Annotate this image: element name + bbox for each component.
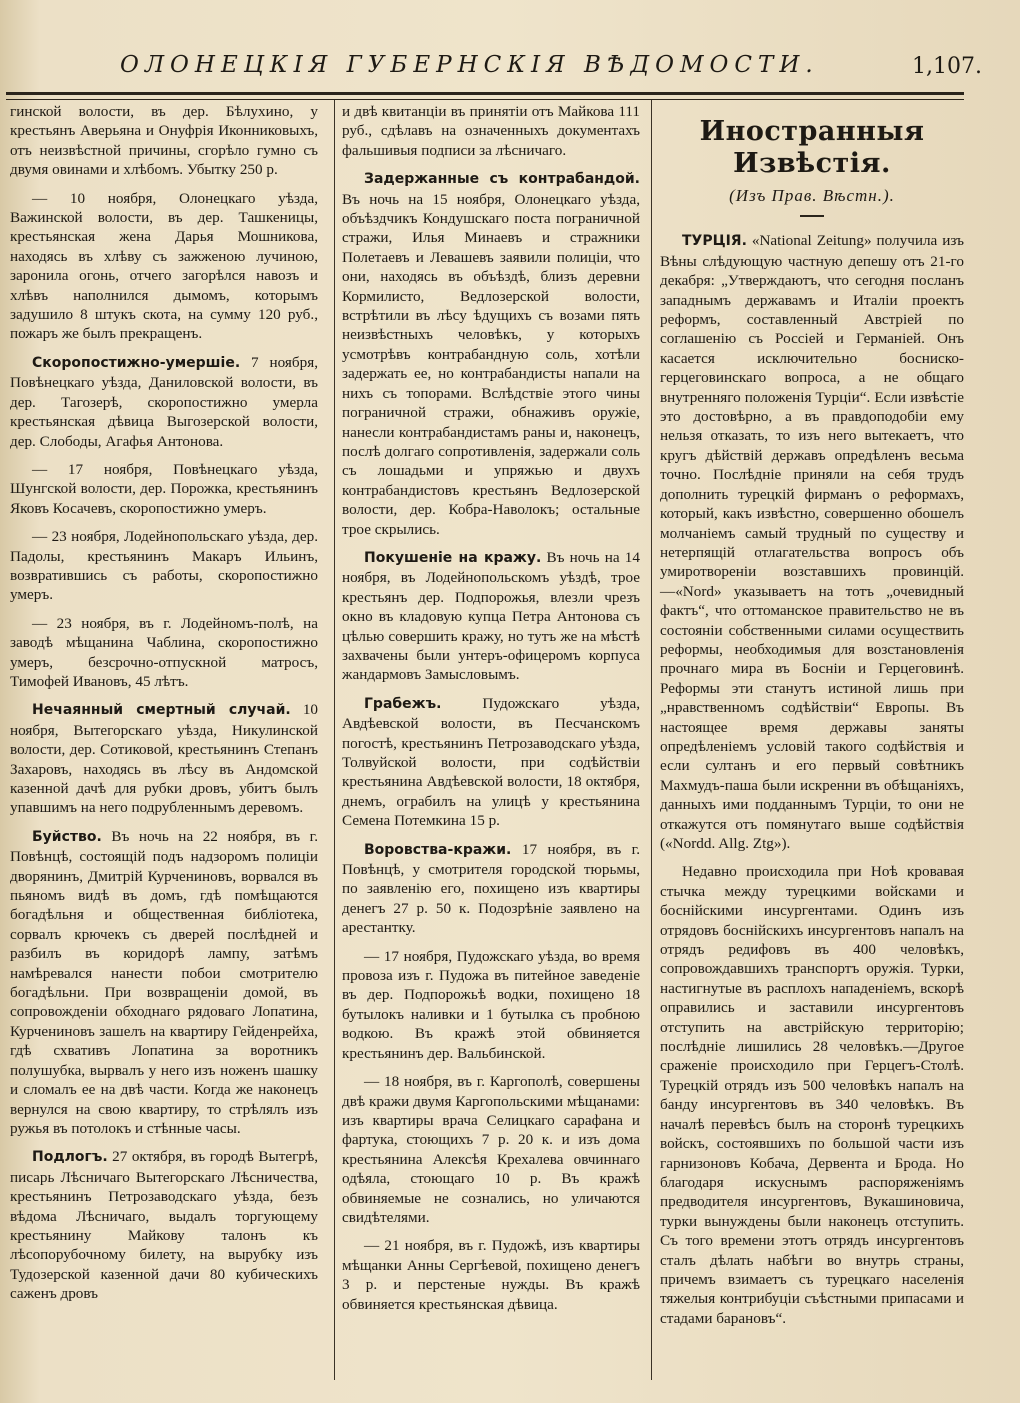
article-heading: Воровства-кражи. bbox=[364, 841, 512, 858]
article-heading: ТУРЦІЯ. bbox=[682, 233, 747, 250]
article-paragraph bbox=[342, 694, 640, 831]
article-text: 7 ноября, Повѣнецкаго уѣзда, Даниловской волости, въ дер. Тагозерѣ, скоропостижно умерла крестьянская дѣвица Выгозерской волости, дер. Слободы, Агафья Антонова. bbox=[10, 353, 318, 450]
article-heading: Скоропостижно-умершіе. bbox=[32, 354, 241, 371]
column-right bbox=[660, 102, 964, 1337]
newspaper-title: ОЛОНЕЦКІЯ ГУБЕРНСКІЯ ВѢДОМОСТИ. bbox=[120, 52, 819, 78]
page-number: 1,107. bbox=[912, 54, 982, 79]
article-paragraph bbox=[660, 231, 964, 853]
article-paragraph: — 17 ноября, Повѣнецкаго уѣзда, Шунгской волости, дер. Порожка, крестьянинъ Яковъ Косачевъ, скоропостижно умеръ. bbox=[10, 460, 318, 517]
column-divider bbox=[651, 100, 652, 1380]
article-paragraph: Недавно происходила при Ноѣ кровавая стычка между турецкими войсками и боснійскими инсургентами. Одинъ изъ отрядовъ боснійскихъ инсургентовъ напалъ на отрядъ редифовъ въ 400 человѣкъ, сопровождавшихъ транспортъ оружія. Турки, настигнутые въ расплохъ нападеніемъ, вскорѣ оправились и заставили инсургентовъ отступить на австрійскую территорію; послѣдніе лишились 28 человѣкъ.—Другое сраженіе происходило при Герцегъ-Столѣ. Турецкій отрядъ изъ 500 человѣкъ напалъ на банду инсургентовъ въ 340 человѣкъ. Въ началѣ перевѣсъ былъ на сторонѣ турецкихъ войскъ, состоявшихъ по большой части изъ гарнизоновъ Кобача, Дервента и Брода. Но благодаря искуснымъ распоряженіямъ предводителя инсургентовъ, Вукашиновича, турки вынуждены были наконецъ отступить. Съ того времени этотъ отрядъ инсургентовъ сталъ дѣлать набѣги во внутрь страны, причемъ взимаетъ съ турецкаго населенія тяжелыя контрибуціи съѣстными припасами и стадами барановъ“. bbox=[660, 863, 964, 1327]
article-paragraph: — 23 ноября, Лодейнопольскаго уѣзда, дер. Падолы, крестьянинъ Макаръ Ильинъ, возвратившись съ работы, скоропостижно умеръ. bbox=[10, 528, 318, 604]
column-middle bbox=[342, 102, 640, 1323]
article-heading: Задержанные съ контрабандой. bbox=[364, 171, 640, 188]
article-paragraph: — 17 ноября, Пудожскаго уѣзда, во время провоза изъ г. Пудожа въ питейное заведеніе въ дер. Подпорожьѣ водки, похищено 18 бутылокъ наливки и 1 бутылка съ пробною водкою. Въ кражѣ этой обвиняется крестьянинъ дер. Вальбинской. bbox=[342, 947, 640, 1062]
article-text: 27 октября, въ городѣ Вытегрѣ, писарь Лѣсничаго Вытегорскаго Лѣсничества, крестьянинъ Петрозаводскаго уѣзда, безъ вѣдома Лѣсничаго, выдалъ торгующему крестьянину Майкову талонъ къ лѣсопорубочному билету, на вырубку изъ Тудозерской казенной дачи 80 кубическихъ саженъ дровъ bbox=[10, 1148, 318, 1303]
article-paragraph bbox=[10, 353, 318, 451]
article-heading: Грабежъ. bbox=[364, 695, 442, 712]
section-divider bbox=[800, 215, 824, 217]
article-paragraph: и двѣ квитанціи въ принятіи отъ Майкова 111 руб., сдѣлавъ на означенныхъ документахъ фальшивыя подписи за лѣсничаго. bbox=[342, 103, 640, 159]
article-heading: Нечаянный смертный случай. bbox=[32, 702, 291, 719]
section-source: (Изъ Прав. Вѣстн.). bbox=[729, 186, 895, 205]
article-paragraph: — 21 ноября, въ г. Пудожѣ, изъ квартиры мѣщанки Анны Сергѣевой, похищено денегъ 3 р. и перстеные нужды. Въ кражѣ обвиняется крестьянская дѣвица. bbox=[342, 1237, 640, 1313]
article-paragraph bbox=[342, 548, 640, 685]
article-text: Въ ночь на 14 ноября, въ Лодейнопольскомъ уѣздѣ, трое крестьянъ дер. Подпорожья, влезли чрезъ окно въ кладовую купца Петра Антонова съ цѣлью совершить кражу, но тутъ же на мѣстѣ захвачены были унтеръ-офицеромъ корпуса жандармовъ Замысловымъ. bbox=[342, 548, 640, 684]
column-divider bbox=[334, 100, 335, 1380]
article-heading: Буйство. bbox=[32, 828, 102, 845]
article-heading: Подлогъ. bbox=[32, 1149, 108, 1166]
section-title: Иностранныя Извѣстія. bbox=[699, 116, 925, 179]
article-paragraph bbox=[10, 827, 318, 1139]
article-text: 10 ноября, Вытегорскаго уѣзда, Никулинской волости, дер. Сотиковой, крестьянинъ Степанъ Захаровъ, находясь въ лѣсу въ Андомской казенной дачѣ для рубки дровъ, убитъ былъ упавшимъ на него подрубленнымъ деревомъ. bbox=[10, 701, 318, 817]
article-text: Въ ночь на 15 ноября, Олонецкаго уѣзда, объѣздчикъ Кондушскаго поста пограничной стражи, Илья Минаевъ и стражники Полетаевъ и Левашевъ заявили полиціи, что они, находясь въ объѣздѣ, близъ деревни Кормилисто, Ведлозерской волости, встрѣтили въ лѣсу ѣдущихъ съ возами пять неизвѣстныхъ человѣкъ, у которыхъ усмотрѣвъ контрабандную соль, хотѣли задержать ее, но контрабандисты напали на нихъ съ топорами. Вслѣдствіе этого чины пограничной стражи, обнаживъ оружіе, нанесли контрабандистамъ раны и, наконецъ, послѣ долгаго сопротивленія, задержали соль съ лошадьми и упряжью и двухъ контрабандистовъ крестьянъ Ведлозерской волости, дер. Кобра-Наволокъ; остальные трое скрылись. bbox=[342, 190, 640, 538]
header-rule bbox=[6, 92, 964, 100]
article-paragraph: — 18 ноября, въ г. Каргополѣ, совершены двѣ кражи двумя Каргопольскими мѣщанами: изъ квартиры врача Селицкаго сарафана и фартука, стоющихъ 7 р. 20 к. и изъ дома крестьянина Алексѣя Крехалева овчиннаго одѣяла, стоющаго 10 р. Въ кражѣ обвиняемые не сознались, но уличаются свидѣтелями. bbox=[342, 1073, 640, 1226]
column-left bbox=[10, 102, 318, 1313]
article-paragraph: — 10 ноября, Олонецкаго уѣзда, Важинской волости, въ дер. Ташкеницы, крестьянская жена Дарья Мошникова, находясь въ хлѣву съ зажженою лучиною, заронила огонь, отчего загорѣлся навозъ и хлѣвъ наполнился дымомъ, которымъ задушило 8 штукъ скота, на сумму 120 руб., пожаръ же былъ прекращенъ. bbox=[10, 189, 318, 343]
article-paragraph: — 23 ноября, въ г. Лодейномъ-полѣ, на заводѣ мѣщанина Чаблина, скоропостижно умеръ, безсрочно-отпускной матросъ, Тимофей Ивановъ, 45 лѣтъ. bbox=[10, 614, 318, 690]
article-text: Пудожскаго уѣзда, Авдѣевской волости, въ Песчанскомъ погостѣ, крестьянинъ Петрозаводскаго уѣзда, Толвуйской волости, при содѣйствіи крестьянина Авдѣевской волости, 18 октября, днемъ, ограбилъ на улицѣ у крестьянина Семена Потемкина 15 р. bbox=[342, 694, 640, 830]
article-paragraph bbox=[10, 700, 318, 817]
article-paragraph bbox=[342, 169, 640, 539]
article-text: 17 ноября, въ г. Повѣнцѣ, у смотрителя городской тюрьмы, по заявленію его, похищено изъ квартиры денегъ 27 р. 50 к. Подозрѣніе заявлено на арестантку. bbox=[342, 840, 640, 937]
article-text: «National Zeitung» получила изъ Вѣны слѣдующую частную депешу отъ 21-го декабря: „Утверждаютъ, что сегодня посланъ западнымъ державамъ и Италіи проектъ реформъ, составленный Австріей по соглашенію съ Россіей и Германіей. Онъ касается исключительно босниско-герцеговинскаго вопроса, а не общаго внутренняго положенія Турціи“. Если извѣстіе это достовѣрно, а въ правдоподобіи ему нельзя отказать, то изъ него вытекаетъ, что кругъ дѣйствій державъ опредѣленъ весьма точно. Послѣдніе приняли на себя трудъ дополнить турецкій фирманъ о реформахъ, который, какъ извѣстно, совершенно обошелъ молчаніемъ самый трудный по существу и нетерпящій отлагательства вопросъ объ умиротвореніи возставшихъ провинцій.—«Nord» указываетъ на тотъ „очевидный фактъ“, что оттоманское правительство не въ состояніи собственными силами осуществить реформы, необходимыя для возстановленія прочнаго мира въ Босніи и Герцеговинѣ. Реформы эти станутъ истиной лишь при „нравственномъ содѣйствіи“ Европы. Въ настоящее время державы заняты опредѣленіемъ условій такого содѣйствія и если султанъ и его первый совѣтникъ Махмудъ-паша были искренни въ обѣщаніяхъ, данныхъ ими подданнымъ Турціи, то они не откажутся отъ помянутаго выше содѣйствія («Nordd. Allg. Ztg»). bbox=[660, 232, 964, 852]
article-paragraph bbox=[342, 840, 640, 938]
page-header bbox=[0, 48, 1020, 88]
article-paragraph bbox=[10, 1147, 318, 1303]
article-paragraph: гинской волости, въ дер. Бѣлухино, у крестьянъ Аверьяна и Онуфрія Иконниковыхъ, отъ неизвѣстной причины, сгорѣло гумно съ двумя овинами и хлѣбомъ. Убытку 250 р. bbox=[10, 103, 318, 179]
article-text: Въ ночь на 22 ноября, въ г. Повѣнцѣ, состоящій подъ надзоромъ полиціи дворянинъ, Дмитрій Курчениновъ, ворвался въ пьяномъ видѣ въ домъ, гдѣ помѣщаются богадѣльня и общественная библіотека, сорвалъ крючекъ съ дверей послѣдней и разбилъ въ коридорѣ лампу, затѣмъ намѣревался нанести побои смотрителю богадѣльни. При возвращеніи домой, въ сопровожденіи обходнаго рядоваго Лопатина, Курчениновъ зашелъ на квартиру Гейденрейха, гдѣ схвативъ Лопатина за воротникъ полушубка, вырвалъ у него изъ ноженъ шашку и сломалъ ее на двѣ части. Когда же наконецъ вернулся на свою квартиру, то стрѣлялъ изъ ружья въ потолокъ и стѣнные часы. bbox=[10, 827, 318, 1137]
article-heading: Покушеніе на кражу. bbox=[364, 549, 542, 566]
